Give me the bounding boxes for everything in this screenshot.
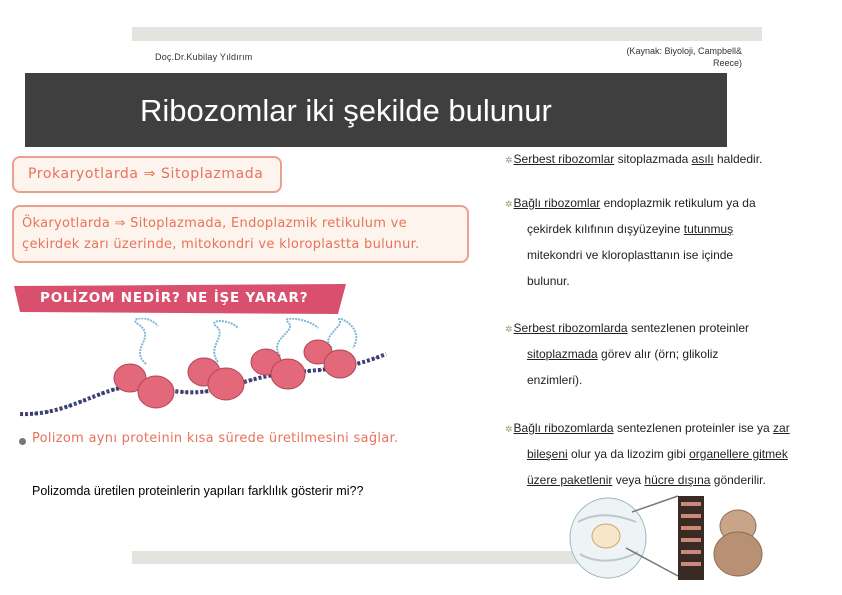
prokaryote-box [12,156,282,193]
bullet-1: ✲Serbest ribozomlar sitoplazmada asılı haldedir. [505,152,763,166]
polysome-banner-text: POLİZOM NEDİR? NE İŞE YARAR? [40,290,309,306]
polysome-question: Polizomda üretilen proteinlerin yapıları farklılık gösterir mi?? [32,484,364,498]
top-accent-bar [132,27,762,41]
eukaryote-box [12,205,469,263]
polysome-banner [14,284,346,314]
bullet-gear-icon: ✲ [505,324,513,334]
bullet-4-line-1: ✲Bağlı ribozomlarda sentezlenen proteinler ise ya zar [505,421,790,435]
bullet-2-line-2: çekirdek kılıfının dışyüzeyine tutunmuş [527,222,734,236]
eukaryote-line-2: çekirdek zarı üzerinde, mitokondri ve kloroplastta bulunur. [22,237,420,252]
polysome-illustration [18,318,388,426]
source-line-2: Reece) [712,58,742,68]
bullet-gear-icon: ✲ [505,155,513,165]
polysome-note: Polizom aynı proteinin kısa sürede üretilmesini sağlar. [32,431,399,446]
source-line-1: (Kaynak: Biyoloji, Campbell& [626,46,742,56]
source-citation [600,45,742,69]
prokaryote-text: Prokaryotlarda ⇒ Sitoplazmada [28,166,264,182]
bullet-gear-icon: ✲ [505,424,513,434]
bullet-2-line-3: mitekondri ve kloroplasttanın ise içinde [527,248,734,262]
bottom-accent-bar [132,551,594,564]
author-label: Doç.Dr.Kubilay Yıldırım [155,52,253,62]
bullet-3-line-2: sitoplazmada görev alır (örn; glikoliz [527,347,719,361]
bullet-4-line-3: üzere paketlenir veya hücre dışına gönderilir. [527,473,766,487]
bullet-2-line-4: bulunur. [527,274,570,288]
bullet-gear-icon: ✲ [505,199,513,209]
slide-title: Ribozomlar iki şekilde bulunur [140,93,552,128]
bullet-3-line-1: ✲Serbest ribozomlarda sentezlenen proteinler [505,321,750,335]
bullet-4-line-2: bileşeni olur ya da lizozim gibi organellere gitmek [527,447,788,461]
eukaryote-text [22,213,462,255]
bullet-dot [19,438,26,445]
bullet-2-line-1: ✲Bağlı ribozomlar endoplazmik retikulum ya da [505,196,756,210]
ribosome-diagram [566,492,778,586]
bullet-3-line-3: enzimleri). [527,373,583,387]
eukaryote-line-1: Ökaryotlarda ⇒ Sitoplazmada, Endoplazmik retikulum ve [22,216,407,231]
